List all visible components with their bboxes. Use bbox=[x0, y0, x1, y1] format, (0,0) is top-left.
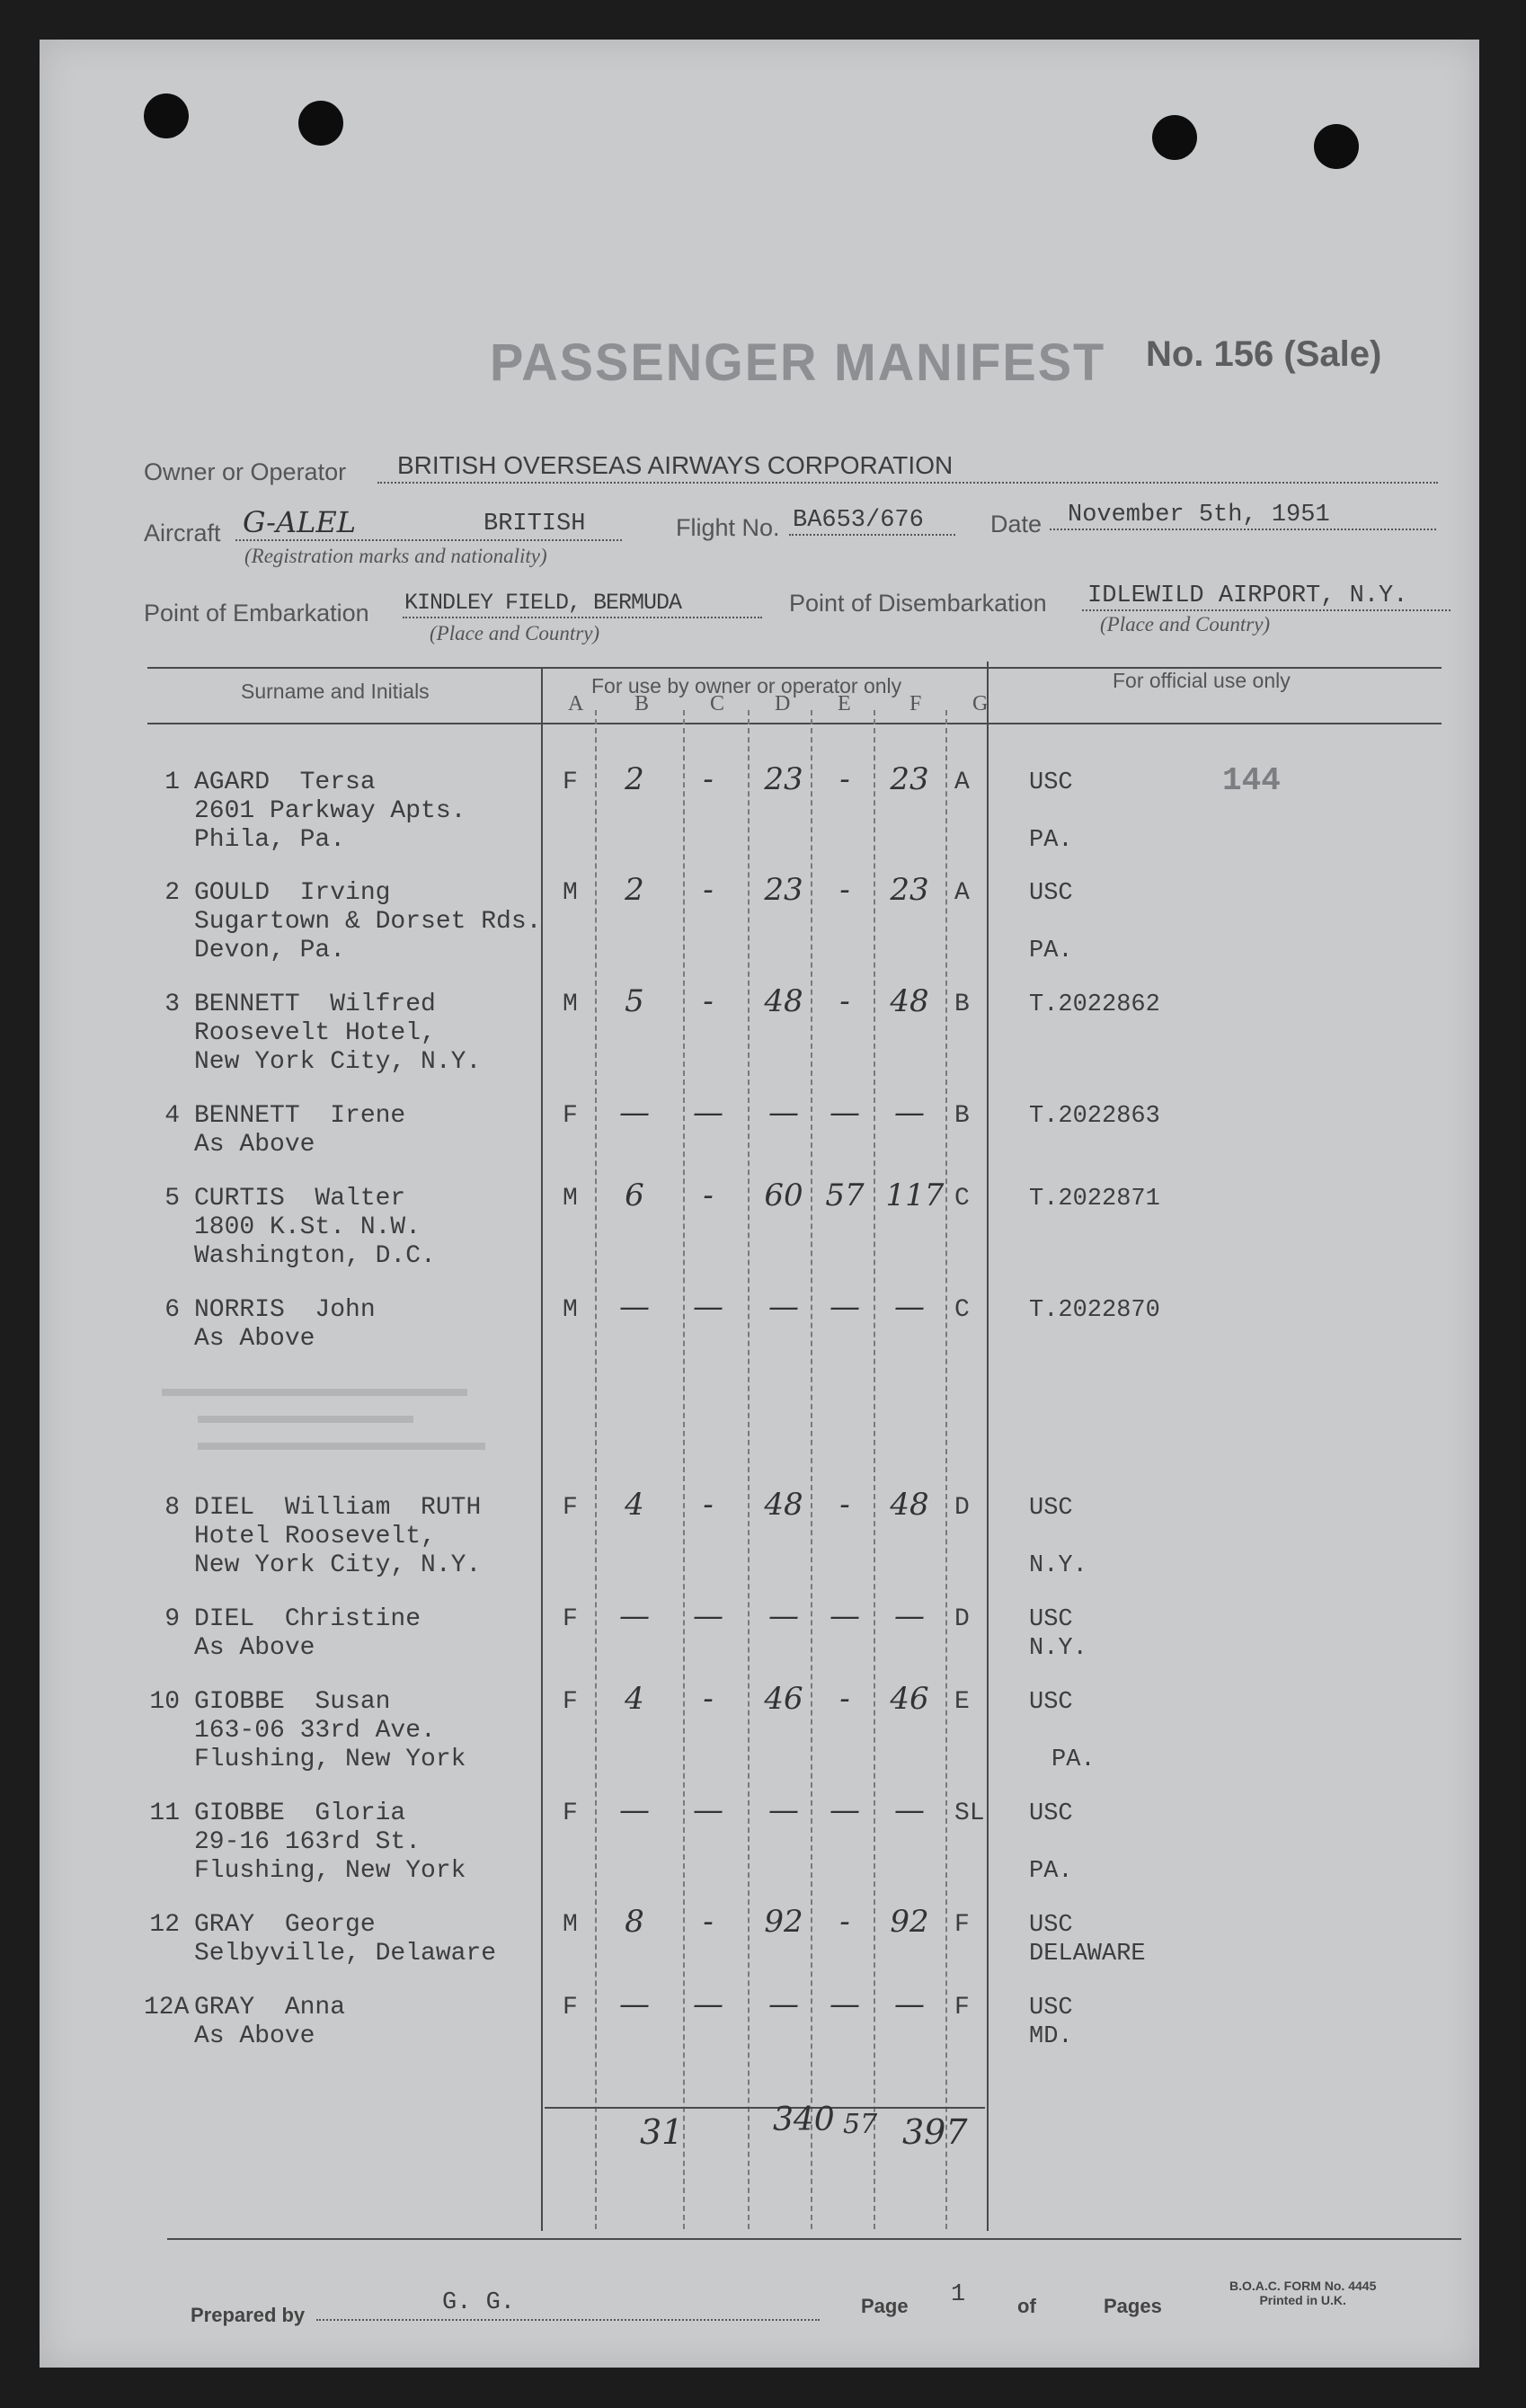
cell-c: - bbox=[703, 1487, 714, 1523]
cell-g: C bbox=[954, 1296, 970, 1324]
address-line-1: Selbyville, Delaware bbox=[194, 1940, 497, 1968]
cell-a: M bbox=[563, 1185, 578, 1213]
column-letter-g: G bbox=[972, 692, 989, 715]
owner-label: Owner or Operator bbox=[144, 458, 347, 485]
column-letter-d: D bbox=[775, 692, 791, 715]
disembarkation-sub-label: (Place and Country) bbox=[1100, 613, 1271, 635]
header-official-use: For official use only bbox=[1113, 669, 1291, 692]
table-row bbox=[0, 1792, 1526, 1898]
cell-c: - bbox=[703, 1177, 714, 1213]
cell-c: - bbox=[703, 1904, 714, 1940]
cell-g: B bbox=[954, 991, 970, 1018]
cell-g: B bbox=[954, 1102, 970, 1130]
cell-e: — bbox=[830, 1986, 860, 2022]
cell-d: — bbox=[768, 1986, 799, 2022]
flight-dotline bbox=[789, 534, 955, 536]
address-line-2: New York City, N.Y. bbox=[194, 1551, 482, 1579]
column-letter-e: E bbox=[838, 692, 851, 715]
cell-f: — bbox=[894, 1986, 925, 2022]
page-number: 1 bbox=[951, 2281, 966, 2308]
address-line-1: Sugartown & Dorset Rds. bbox=[194, 908, 542, 936]
address-line-1: 163-06 33rd Ave. bbox=[194, 1717, 436, 1745]
cell-f: — bbox=[894, 1598, 925, 1634]
row-number: 8 bbox=[164, 1494, 180, 1522]
cell-f: 46 bbox=[890, 1681, 929, 1717]
cell-b: — bbox=[619, 1095, 650, 1131]
cell-d: — bbox=[768, 1095, 799, 1131]
aircraft-dotline bbox=[235, 539, 622, 541]
cell-e: 57 bbox=[825, 1177, 865, 1213]
row-number: 6 bbox=[164, 1296, 180, 1324]
table-row bbox=[0, 983, 1526, 1089]
cell-c: - bbox=[703, 872, 714, 908]
cell-b: 6 bbox=[625, 1177, 644, 1213]
cell-d: — bbox=[768, 1598, 799, 1634]
owner-value: BRITISH OVERSEAS AIRWAYS CORPORATION bbox=[397, 451, 954, 479]
cell-e: - bbox=[839, 872, 850, 908]
total-e: 57 bbox=[843, 2109, 878, 2140]
passenger-name: BENNETT Irene bbox=[194, 1102, 406, 1130]
flight-number: BA653/676 bbox=[793, 507, 924, 534]
cell-a: F bbox=[563, 769, 578, 796]
cell-g: D bbox=[954, 1605, 970, 1633]
cell-c: — bbox=[693, 1095, 723, 1131]
official-line-1: USC bbox=[1029, 1995, 1073, 2021]
cell-g: F bbox=[954, 1994, 970, 2021]
column-letter-c: C bbox=[710, 692, 725, 715]
row-number: 5 bbox=[164, 1185, 180, 1213]
address-line-1: 2601 Parkway Apts. bbox=[194, 797, 466, 825]
of-label: of bbox=[1017, 2295, 1036, 2317]
address-line-1: 1800 K.St. N.W. bbox=[194, 1213, 421, 1241]
table-header-rule bbox=[147, 723, 1442, 724]
table-row bbox=[0, 1986, 1526, 2093]
cell-e: — bbox=[830, 1792, 860, 1828]
prepared-by-label: Prepared by bbox=[191, 2304, 306, 2326]
cell-e: — bbox=[830, 1598, 860, 1634]
cell-c: — bbox=[693, 1792, 723, 1828]
total-b: 31 bbox=[640, 2112, 684, 2152]
address-line-1: 29-16 163rd St. bbox=[194, 1828, 421, 1856]
cell-b: 8 bbox=[625, 1904, 644, 1940]
cell-g: F bbox=[954, 1911, 970, 1939]
date-dotline bbox=[1050, 529, 1436, 530]
address-line-2: Flushing, New York bbox=[194, 1746, 466, 1773]
cell-f: 92 bbox=[890, 1904, 929, 1940]
aircraft-nationality: BRITISH bbox=[484, 511, 586, 538]
pages-label: Pages bbox=[1104, 2295, 1162, 2317]
passenger-name: GRAY Anna bbox=[194, 1994, 346, 2021]
cell-d: 48 bbox=[764, 983, 803, 1019]
passenger-name: DIEL Christine bbox=[194, 1605, 421, 1633]
cell-a: F bbox=[563, 1688, 578, 1716]
form-imprint bbox=[1229, 2279, 1376, 2307]
cell-a: F bbox=[563, 1994, 578, 2021]
cell-g: A bbox=[954, 769, 970, 796]
prepared-by-value: G. G. bbox=[442, 2289, 516, 2316]
punch-hole bbox=[298, 101, 343, 146]
cell-a: M bbox=[563, 991, 578, 1018]
official-line-1: USC bbox=[1029, 1800, 1073, 1827]
official-line-2: MD. bbox=[1029, 2023, 1073, 2050]
cell-c: — bbox=[693, 1986, 723, 2022]
cell-e: - bbox=[839, 983, 850, 1019]
cell-f: 48 bbox=[890, 983, 929, 1019]
cell-g: D bbox=[954, 1494, 970, 1522]
cell-c: - bbox=[703, 1681, 714, 1717]
punch-hole bbox=[1152, 115, 1197, 160]
cell-d: 48 bbox=[764, 1487, 803, 1523]
cell-b: — bbox=[619, 1289, 650, 1325]
cell-a: F bbox=[563, 1494, 578, 1522]
cell-b: 2 bbox=[625, 872, 644, 908]
cell-d: 23 bbox=[764, 761, 803, 797]
official-line-1: USC bbox=[1029, 1495, 1073, 1522]
official-line-1: USC bbox=[1029, 1912, 1073, 1939]
table-row bbox=[0, 872, 1526, 978]
owner-dotline bbox=[377, 482, 1438, 484]
address-line-1: As Above bbox=[194, 1634, 315, 1662]
cell-b: 4 bbox=[625, 1681, 644, 1717]
cell-d: — bbox=[768, 1289, 799, 1325]
cell-a: M bbox=[563, 1911, 578, 1939]
table-bottom-rule bbox=[167, 2238, 1461, 2240]
flight-label: Flight No. bbox=[676, 514, 780, 541]
cell-a: F bbox=[563, 1605, 578, 1633]
row-number: 3 bbox=[164, 991, 180, 1018]
cell-e: - bbox=[839, 761, 850, 797]
manifest-number: No. 156 (Sale) bbox=[1146, 334, 1382, 374]
cell-d: 92 bbox=[764, 1904, 803, 1940]
official-line-1: T.2022863 bbox=[1029, 1103, 1160, 1130]
page-title: PASSENGER MANIFEST bbox=[490, 332, 1106, 392]
row-number: 4 bbox=[164, 1102, 180, 1130]
passenger-name: GIOBBE Susan bbox=[194, 1688, 391, 1716]
table-row bbox=[0, 1681, 1526, 1787]
address-line-2: New York City, N.Y. bbox=[194, 1048, 482, 1076]
header-surname: Surname and Initials bbox=[241, 680, 430, 703]
row-number: 11 bbox=[149, 1799, 180, 1827]
column-letter-f: F bbox=[909, 692, 922, 715]
passenger-name: NORRIS John bbox=[194, 1296, 376, 1324]
cell-g: A bbox=[954, 879, 970, 907]
printed-in-line: Printed in U.K. bbox=[1259, 2293, 1346, 2307]
cell-g: C bbox=[954, 1185, 970, 1213]
address-line-1: Roosevelt Hotel, bbox=[194, 1019, 436, 1047]
disembarkation-label: Point of Disembarkation bbox=[789, 590, 1047, 617]
embarkation-dotline bbox=[403, 617, 762, 618]
embarkation-label: Point of Embarkation bbox=[144, 600, 369, 626]
embarkation-sub-label: (Place and Country) bbox=[430, 622, 600, 644]
row-number: 1 bbox=[164, 769, 180, 796]
official-line-2: PA. bbox=[1029, 1858, 1073, 1885]
cell-c: — bbox=[693, 1598, 723, 1634]
official-line-2: N.Y. bbox=[1029, 1635, 1087, 1662]
address-line-2: Washington, D.C. bbox=[194, 1242, 436, 1270]
column-letter-b: B bbox=[634, 692, 650, 715]
cell-d: 46 bbox=[764, 1681, 803, 1717]
aircraft-sub-label: (Registration marks and nationality) bbox=[244, 545, 547, 567]
faded-entry bbox=[162, 1380, 521, 1461]
passenger-name: GIOBBE Gloria bbox=[194, 1799, 406, 1827]
passenger-name: AGARD Tersa bbox=[194, 769, 376, 796]
passenger-name: BENNETT Wilfred bbox=[194, 991, 436, 1018]
official-line-1: T.2022870 bbox=[1029, 1297, 1160, 1324]
punch-hole bbox=[1314, 124, 1359, 169]
table-row bbox=[0, 761, 1526, 867]
passenger-name: DIEL William RUTH bbox=[194, 1494, 482, 1522]
address-line-1: As Above bbox=[194, 1131, 315, 1159]
date-label: Date bbox=[990, 511, 1042, 538]
cell-c: - bbox=[703, 983, 714, 1019]
row-number: 2 bbox=[164, 879, 180, 907]
official-stamp-number: 144 bbox=[1222, 762, 1281, 799]
official-line-2: DELAWARE bbox=[1029, 1941, 1146, 1968]
total-d: 340 bbox=[773, 2101, 835, 2138]
prepared-dotline bbox=[316, 2319, 820, 2321]
cell-a: F bbox=[563, 1102, 578, 1130]
cell-f: 23 bbox=[890, 872, 929, 908]
cell-g: SL bbox=[954, 1799, 985, 1827]
cell-e: - bbox=[839, 1904, 850, 1940]
row-number: 12 bbox=[149, 1911, 180, 1939]
form-number-line: B.O.A.C. FORM No. 4445 bbox=[1229, 2279, 1377, 2293]
official-line-2: PA. bbox=[1051, 1746, 1096, 1773]
disembarkation-value: IDLEWILD AIRPORT, N.Y. bbox=[1087, 582, 1408, 609]
cell-f: — bbox=[894, 1289, 925, 1325]
address-line-1: Hotel Roosevelt, bbox=[194, 1523, 436, 1551]
row-number: 12A bbox=[144, 1994, 190, 2021]
cell-f: 48 bbox=[890, 1487, 929, 1523]
flight-date: November 5th, 1951 bbox=[1068, 502, 1330, 529]
cell-c: - bbox=[703, 761, 714, 797]
cell-f: — bbox=[894, 1792, 925, 1828]
cell-a: M bbox=[563, 879, 578, 907]
cell-d: 60 bbox=[764, 1177, 803, 1213]
totals-rule bbox=[545, 2107, 985, 2109]
cell-a: F bbox=[563, 1799, 578, 1827]
official-line-1: USC bbox=[1029, 880, 1073, 907]
official-line-2: PA. bbox=[1029, 827, 1073, 854]
address-line-2: Flushing, New York bbox=[194, 1857, 466, 1885]
passenger-name: CURTIS Walter bbox=[194, 1185, 406, 1213]
embarkation-value: KINDLEY FIELD, BERMUDA bbox=[404, 590, 682, 616]
cell-b: 4 bbox=[625, 1487, 644, 1523]
total-f: 397 bbox=[902, 2112, 968, 2152]
cell-f: 117 bbox=[885, 1177, 945, 1213]
cell-b: — bbox=[619, 1792, 650, 1828]
cell-b: 5 bbox=[625, 983, 644, 1019]
header-owner-use: For use by owner or operator only bbox=[591, 674, 902, 698]
address-line-2: Phila, Pa. bbox=[194, 826, 346, 854]
cell-f: 23 bbox=[890, 761, 929, 797]
disembarkation-dotline bbox=[1082, 609, 1451, 611]
table-row bbox=[0, 1487, 1526, 1593]
official-line-1: USC bbox=[1029, 1606, 1073, 1633]
official-line-1: T.2022871 bbox=[1029, 1186, 1160, 1213]
aircraft-label: Aircraft bbox=[144, 520, 221, 546]
cell-b: 2 bbox=[625, 761, 644, 797]
official-line-1: T.2022862 bbox=[1029, 991, 1160, 1018]
address-line-1: As Above bbox=[194, 2022, 315, 2050]
cell-d: 23 bbox=[764, 872, 803, 908]
official-line-1: USC bbox=[1029, 1689, 1073, 1716]
official-line-2: PA. bbox=[1029, 937, 1073, 964]
page-label: Page bbox=[861, 2295, 909, 2317]
passenger-name: GOULD Irving bbox=[194, 879, 391, 907]
table-row bbox=[0, 1177, 1526, 1284]
column-letter-a: A bbox=[568, 692, 584, 715]
aircraft-registration: G-ALEL bbox=[243, 505, 356, 539]
row-number: 10 bbox=[149, 1688, 180, 1716]
official-line-1: USC bbox=[1029, 769, 1073, 796]
cell-e: - bbox=[839, 1681, 850, 1717]
cell-b: — bbox=[619, 1598, 650, 1634]
cell-g: E bbox=[954, 1688, 970, 1716]
cell-a: M bbox=[563, 1296, 578, 1324]
cell-c: — bbox=[693, 1289, 723, 1325]
cell-e: — bbox=[830, 1095, 860, 1131]
cell-e: — bbox=[830, 1289, 860, 1325]
address-line-1: As Above bbox=[194, 1325, 315, 1353]
cell-b: — bbox=[619, 1986, 650, 2022]
address-line-2: Devon, Pa. bbox=[194, 937, 346, 964]
cell-d: — bbox=[768, 1792, 799, 1828]
official-line-2: N.Y. bbox=[1029, 1552, 1087, 1579]
punch-hole bbox=[144, 93, 189, 138]
row-number: 9 bbox=[164, 1605, 180, 1633]
passenger-name: GRAY George bbox=[194, 1911, 376, 1939]
cell-e: - bbox=[839, 1487, 850, 1523]
cell-f: — bbox=[894, 1095, 925, 1131]
